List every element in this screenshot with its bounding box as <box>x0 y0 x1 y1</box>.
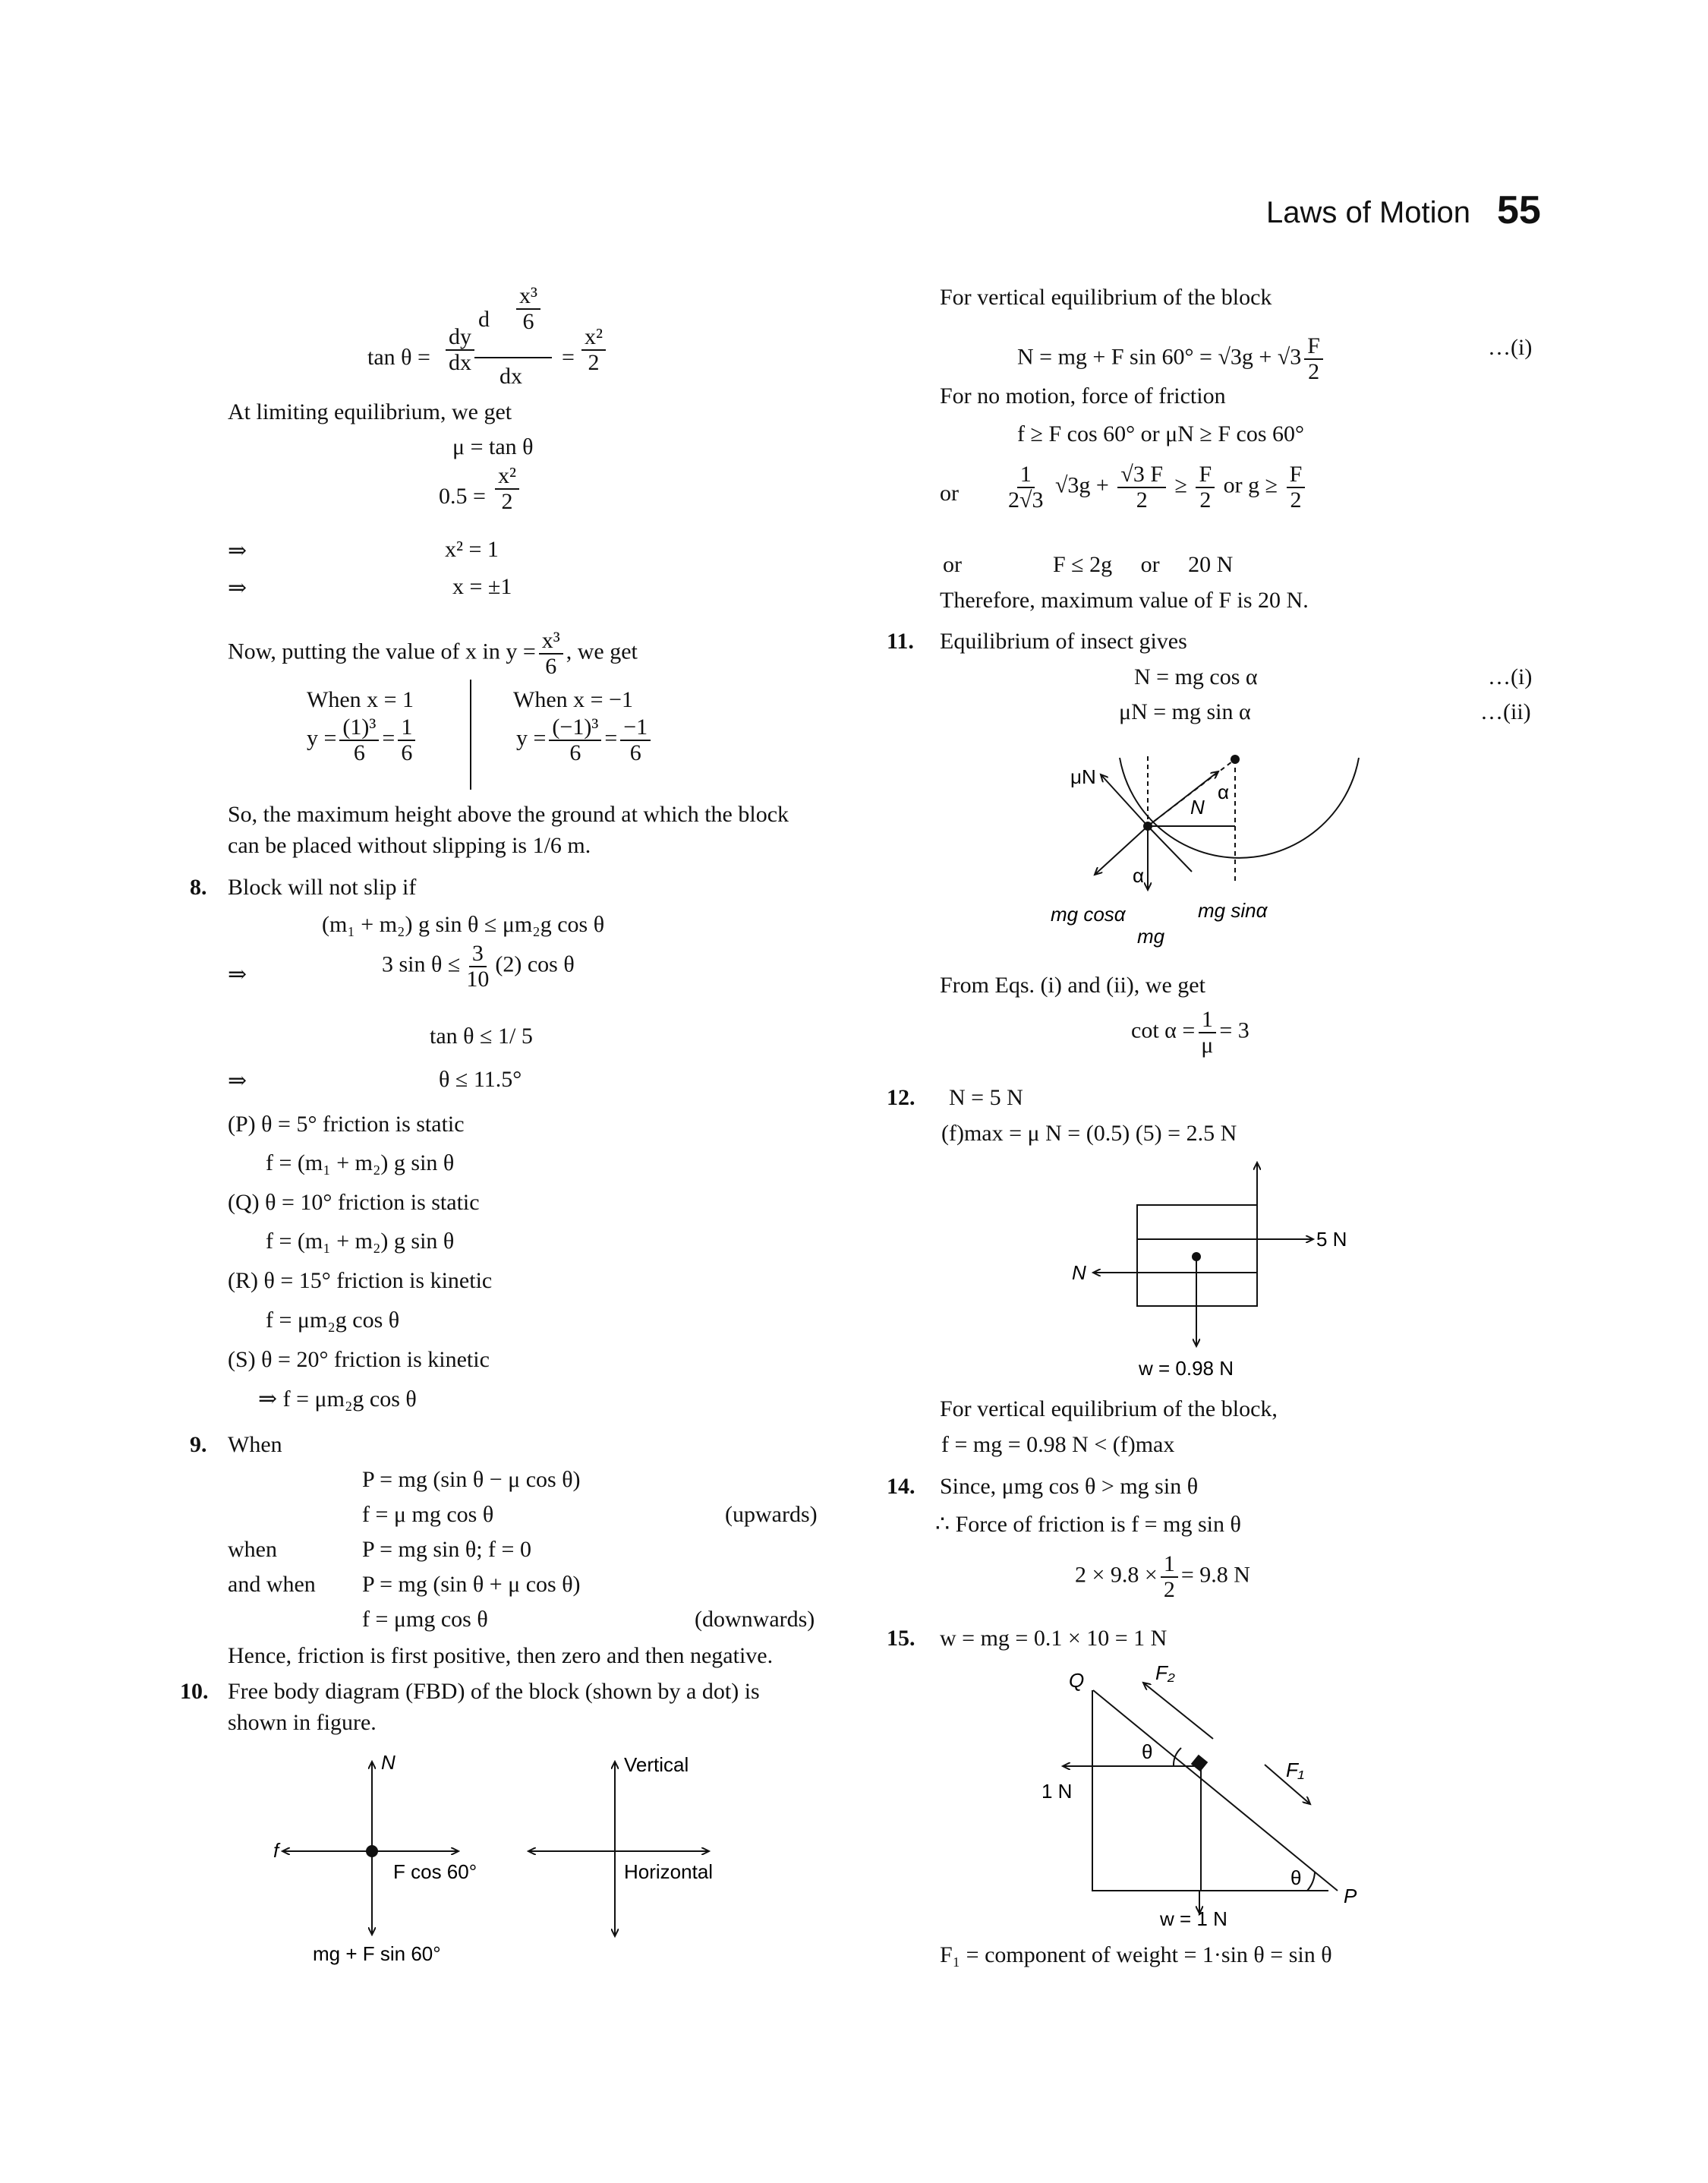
label-F1: F₁ <box>1286 1759 1305 1781</box>
equation: 0.5 = <box>439 484 486 509</box>
insect-dot <box>1143 822 1152 831</box>
fbd-figure-q10 <box>266 1746 736 1974</box>
equation: f = mg = 0.98 N < (f)max <box>941 1432 1175 1457</box>
equals-sign: = <box>562 345 575 370</box>
d-letter: d <box>478 307 490 332</box>
label-f: f <box>273 1839 279 1862</box>
equation: x² = 1 <box>445 537 499 562</box>
label-F2: F₂ <box>1155 1663 1175 1684</box>
mg-sin-line <box>1148 826 1192 872</box>
equation-tag: …(ii) <box>1480 699 1531 724</box>
equation: tan θ ≤ 1/ 5 <box>430 1024 533 1049</box>
label-weight: w = 1 N <box>1160 1907 1227 1929</box>
question-number: 11. <box>887 629 914 654</box>
question-number: 8. <box>190 875 207 900</box>
case-equation: y = $\frac{\text{(1)³}}{6}$ = $\frac{1}{6}$ <box>307 715 418 765</box>
label-weight: mg + F sin 60° <box>313 1942 441 1965</box>
running-title: Laws of Motion <box>1266 196 1471 229</box>
friction-arrow <box>1101 774 1148 826</box>
label-alpha-bottom: α <box>1133 864 1145 887</box>
text-line: For vertical equilibrium of the block, <box>940 1396 1278 1421</box>
normal-arrow <box>1148 771 1218 826</box>
case-label: When x = −1 <box>513 687 633 712</box>
page-number: 55 <box>1497 188 1541 232</box>
question-number: 14. <box>887 1474 915 1499</box>
label-fcos60: F cos 60° <box>393 1860 477 1883</box>
label-P: P <box>1344 1885 1357 1907</box>
text-line: Free body diagram (FBD) of the block (shown by a dot) is <box>228 1679 760 1704</box>
label-theta-top: θ <box>1142 1740 1153 1763</box>
label-mg-sin: mg sinα <box>1198 899 1268 922</box>
incline-hypotenuse <box>1093 1690 1338 1891</box>
text-line: From Eqs. (i) and (ii), we get <box>940 973 1205 998</box>
divider <box>470 680 471 790</box>
insect-bowl-figure <box>1040 744 1389 957</box>
tan-theta-label: tan θ = <box>367 345 430 370</box>
equation-tag: …(i) <box>1488 664 1533 689</box>
question-number: 15. <box>887 1626 915 1651</box>
label-Q: Q <box>1069 1669 1085 1692</box>
label-N: N <box>1072 1261 1086 1284</box>
text-line: can be placed without slipping is 1/6 m. <box>228 833 591 858</box>
label-weight: w = 0.98 N <box>1139 1357 1234 1380</box>
label-muN: μN <box>1070 765 1096 788</box>
block-fbd-figure-q12 <box>1063 1158 1366 1386</box>
derivative-fraction-bar <box>474 357 552 358</box>
text-line: shown in figure. <box>228 1710 377 1735</box>
text-line: Equilibrium of insect gives <box>940 629 1187 654</box>
text-line: (Q) θ = 10° friction is static <box>228 1190 480 1215</box>
dy-dx-fraction: $\frac{dy}{dx}$ <box>443 325 477 374</box>
fraction: $\frac{\text{x²}}{2}$ <box>492 464 522 513</box>
text-line: For vertical equilibrium of the block <box>940 285 1272 310</box>
label-1N: 1 N <box>1042 1780 1073 1803</box>
text-line: ∴ Force of friction is f = mg sin θ <box>935 1512 1241 1537</box>
angle-arc-bottom <box>1307 1872 1315 1891</box>
label-theta-bottom: θ <box>1290 1866 1302 1889</box>
equation: F₁ = component of weight = 1·sin θ = sin θ <box>940 1942 1332 1967</box>
text-line: At limiting equilibrium, we get <box>228 399 512 424</box>
block-dot <box>366 1845 378 1857</box>
case-equation: y = $\frac{\text{(−1)³}}{6}$ = $\frac{-1}{6}$ <box>516 715 654 765</box>
label-mg-cos: mg cosα <box>1051 903 1126 926</box>
text-line: Since, μmg cos θ > mg sin θ <box>940 1474 1199 1499</box>
or-label: or <box>940 481 959 506</box>
equation: N = 5 N <box>949 1085 1023 1110</box>
equation: f = (m₁ + m₂) g sin θ <box>266 1150 455 1175</box>
text-line: and when <box>228 1572 316 1597</box>
equation: $\frac{1}{2√3}$ √3g + $\frac{√3 F}{2}$ ≥ $\frac{F}{2}$ or g ≥ $\frac{F}{2}$ <box>1002 462 1308 512</box>
incline-figure-q15 <box>1040 1663 1397 1929</box>
block-dot <box>1192 1252 1201 1261</box>
case-label: When x = 1 <box>307 687 414 712</box>
equation: 2 × 9.8 × $\frac{1}{2}$ = 9.8 N <box>1075 1551 1250 1602</box>
implies-arrow: ⇒ <box>228 1068 247 1093</box>
text-line: (R) θ = 15° friction is kinetic <box>228 1268 493 1293</box>
implies-arrow: ⇒ <box>228 576 247 601</box>
bowl-arc <box>1120 758 1359 858</box>
text-line: Block will not slip if <box>228 875 417 900</box>
text-line: Now, putting the value of x in y = $\frac{\text{x³}}{6}$ , we get <box>228 628 638 679</box>
label-vertical: Vertical <box>624 1753 689 1776</box>
equation: N = mg + F sin 60° = √3g + √3 $\frac{F}{2}$ <box>1017 334 1326 383</box>
label-N: N <box>381 1751 395 1774</box>
equation: f ≥ F cos 60° or μN ≥ F cos 60° <box>1017 421 1305 446</box>
equation: P = mg sin θ; f = 0 <box>362 1537 531 1562</box>
equation: 3 sin θ ≤ $\frac{3}{10}$ (2) cos θ <box>382 941 575 992</box>
label-mg: mg <box>1137 925 1165 948</box>
text-line: (P) θ = 5° friction is static <box>228 1112 465 1137</box>
equation: P = mg (sin θ + μ cos θ) <box>362 1572 581 1597</box>
text-line: For no motion, force of friction <box>940 383 1226 409</box>
label-alpha-top: α <box>1218 781 1230 803</box>
center-dot <box>1231 755 1240 764</box>
x-squared-over-two: $\frac{\text{x²}}{2}$ <box>578 325 609 374</box>
implies-arrow: ⇒ <box>228 538 247 563</box>
incline-vertical-side <box>1092 1690 1093 1891</box>
equation: θ ≤ 11.5° <box>439 1067 522 1092</box>
x-cubed-numerator: $\frac{\text{x³}}{6}$ <box>513 284 544 333</box>
equation-tag: …(i) <box>1488 335 1533 360</box>
equation: f = μ mg cos θ <box>362 1502 494 1527</box>
block <box>1191 1755 1209 1772</box>
direction-note: (upwards) <box>725 1502 818 1527</box>
equation: f = μm₂g cos θ <box>266 1308 400 1333</box>
direction-note: (downwards) <box>695 1607 815 1632</box>
text-line: when <box>228 1537 277 1562</box>
equation: (f)max = μ N = (0.5) (5) = 2.5 N <box>941 1121 1237 1146</box>
equation: or F ≤ 2g or 20 N <box>943 552 1234 577</box>
text-line: (S) θ = 20° friction is kinetic <box>228 1347 490 1372</box>
equation: μ = tan θ <box>452 434 534 459</box>
equation: ⇒ f = μm₂g cos θ <box>258 1386 417 1412</box>
text-line: When <box>228 1432 282 1457</box>
equation: x = ±1 <box>452 574 512 599</box>
equation: w = mg = 0.1 × 10 = 1 N <box>940 1626 1168 1651</box>
dx-denominator: dx <box>499 364 522 389</box>
label-5N: 5 N <box>1316 1228 1347 1251</box>
f2-arrow <box>1143 1683 1213 1739</box>
text-line: Therefore, maximum value of F is 20 N. <box>940 588 1309 613</box>
label-horizontal: Horizontal <box>624 1860 714 1883</box>
equation: μN = mg sin α <box>1119 699 1251 724</box>
text-line: So, the maximum height above the ground at which the block <box>228 802 789 827</box>
question-number: 12. <box>887 1085 915 1110</box>
equation: cot α = $\frac{1}{\mu}$ = 3 <box>1131 1007 1249 1058</box>
question-number: 10. <box>180 1679 209 1704</box>
implies-arrow: ⇒ <box>228 962 247 987</box>
equation: (m₁ + m₂) g sin θ ≤ μm₂g cos θ <box>322 912 605 937</box>
equation: f = μmg cos θ <box>362 1607 488 1632</box>
angle-arc-top <box>1174 1748 1181 1766</box>
equation: N = mg cos α <box>1134 664 1258 689</box>
equation: f = (m₁ + m₂) g sin θ <box>266 1229 455 1254</box>
question-number: 9. <box>190 1432 207 1457</box>
text-line: Hence, friction is first positive, then zero and then negative. <box>228 1643 774 1668</box>
equation: P = mg (sin θ − μ cos θ) <box>362 1467 581 1492</box>
label-N: N <box>1190 796 1205 819</box>
